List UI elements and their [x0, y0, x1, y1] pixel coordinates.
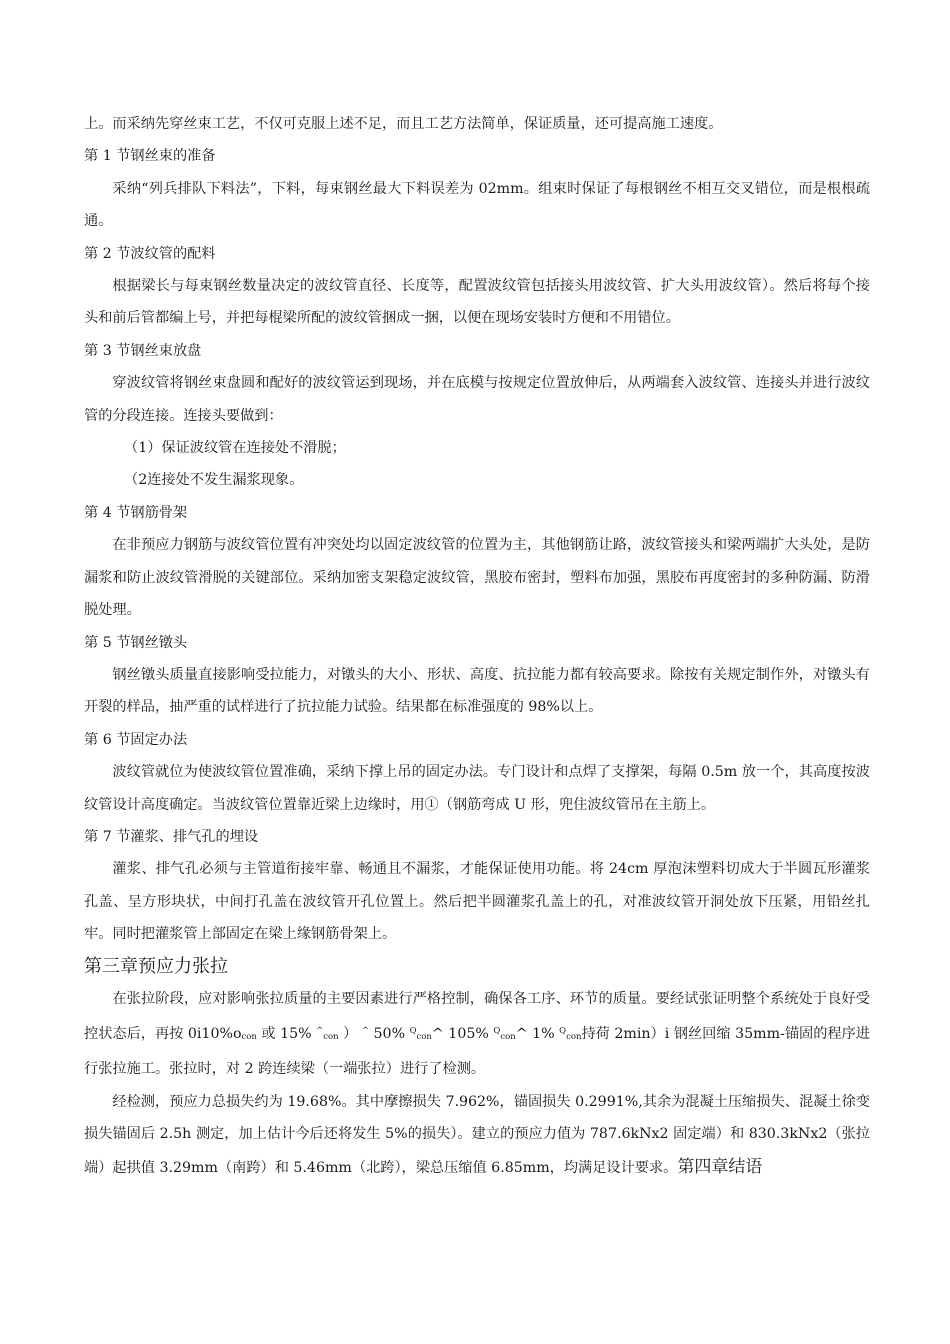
p1-sub-con-3: con	[416, 1031, 432, 1042]
p1-q-3: Q	[559, 1025, 567, 1036]
p1-text-c: ）	[338, 1025, 362, 1042]
section-7-heading: 第 7 节灌浆、排气孔的埋设	[84, 828, 259, 845]
p1-sub-con-4: con	[500, 1031, 516, 1042]
p1-text-d: 50%	[369, 1025, 410, 1042]
section-3-item-2: （2连接处不发生漏浆现象。	[124, 472, 304, 489]
p1-text-f: ^ 1%	[515, 1025, 560, 1042]
section-2-body: 根据梁长与每束钢丝数量决定的波纹管直径、长度等，配置波纹管包括接头用波纹管、扩大头用波纹管）。然后将每个接头和前后管都编上号，并把每棍梁所配的波纹管捆成一捆，以便在现场安装时方便和不用错位。	[84, 278, 870, 327]
section-4-body: 在非预应力钢筋与波纹管位置有冲突处均以固定波纹管的位置为主，其他钢筋让路，波纹管接头和梁两端扩大头处，是防漏浆和防止波纹管滑脱的关键部位。采纳加密支架稳定波纹管，黑胶布密封，塑料布加强，黑胶布再度密封的多种防漏、防滑脱处理。	[84, 537, 870, 619]
section-1-body: 采纳“列兵排队下料法”，下料，每束钢丝最大下料误差为 02mm。组束时保证了每根钢丝不相互交叉错位，而是根根疏通。	[84, 180, 870, 230]
section-7-body: 灌浆、排气孔必须与主管道衔接牢靠、畅通且不漏浆，才能保证使用功能。将 24cm 厚泡沫塑料切成大于半圆瓦形灌浆孔盖、呈方形块状，中间打孔盖在波纹管开孔位置上。然后把半圆灌浆孔盖上的孔，对准波纹管开洞处放下压紧，用铅丝扎牢。同时把灌浆管上部固定在梁上缘钢筋骨架上。	[84, 861, 870, 943]
chapter-3-title: 第三章预应力张拉	[84, 955, 228, 977]
p1-o: o	[232, 1025, 242, 1042]
p1-sub-con-1: con	[241, 1031, 257, 1042]
section-3-item-1: （1）保证波纹管在连接处不滑脱；	[124, 440, 346, 457]
chapter-3-paragraph-2	[84, 1086, 870, 1184]
section-3-body: 穿波纹管将钢丝束盘圆和配好的波纹管运到现场，并在底模与按规定位置放伸后，从两端套入波纹管、连接头并进行波纹管的分段连接。连接头要做到：	[84, 375, 870, 424]
section-1-heading: 第 1 节钢丝束的准备	[84, 148, 216, 165]
p1-sub-con-2: con	[323, 1031, 339, 1042]
section-6-body: 波纹管就位为使波纹管位置准确，采纳下撑上吊的固定办法。专门设计和点焊了支撑架，每隔 0.5m 放一个，其高度按波纹管设计高度确定。当波纹管位置靠近梁上边缘时，用①（钢筋弯成 U 形，兜住波纹管吊在主筋上。	[84, 764, 870, 813]
p1-text-b: 或 15%	[256, 1025, 317, 1042]
document-page	[84, 108, 870, 1184]
p2-text: 经检测，预应力总损失约为 19.68%。其中摩擦损失 7.962%，锚固损失 0.2991%,其余为混凝土压缩损失、混凝土徐变损失锚固后 2.5h 测定，加上估计今后还将发生 5%的损失）。建立的预应力值为 787.6kNx2 固定端）和 830.3kNx2（张拉端）起拱值 3.29mm（南跨）和 5.46mm（北跨），梁总压缩值 6.85mm，均满足设计要求。	[84, 1093, 870, 1176]
chapter-3-paragraph-1	[84, 983, 870, 1086]
p1-text-g: 持荷 2min）i 钢丝回缩 35mm-锚固的程序进行张拉施工。张拉时，对 2 跨连续梁（一端张拉）进行了检测。	[84, 1025, 870, 1078]
section-4-heading: 第 4 节钢筋骨架	[84, 504, 188, 521]
p1-caret-1: ^	[316, 1025, 324, 1036]
p1-q-2: Q	[493, 1025, 501, 1036]
section-5-body: 钢丝镦头质量直接影响受拉能力，对镦头的大小、形状、高度、抗拉能力都有较高要求。除按有关规定制作外，对镦头有开裂的样品，抽严重的试样进行了抗拉能力试验。结果都在标准强度的 98%以上。	[84, 666, 870, 716]
chapter-4-title: 第四章结语	[677, 1156, 763, 1177]
p1-text-a: 在张拉阶段，应对影响张拉质量的主要因素进行严格控制，确保各工序、环节的质量。要经试张证明整个系统处于良好受控状态后，再按 0i10%	[84, 990, 870, 1042]
p1-caret-2: ^	[361, 1025, 369, 1036]
section-5-heading: 第 5 节钢丝镦头	[84, 634, 188, 651]
intro-paragraph: 上。而采纳先穿丝束工艺，不仅可克服上述不足，而且工艺方法简单，保证质量，还可提高施工速度。	[84, 116, 723, 132]
section-6-heading: 第 6 节固定办法	[84, 731, 188, 748]
p1-q-1: Q	[409, 1025, 417, 1036]
p1-text-e: ^ 105%	[431, 1025, 494, 1042]
section-3-heading: 第 3 节钢丝束放盘	[84, 342, 202, 359]
p1-sub-con-5: con	[566, 1031, 582, 1042]
section-2-heading: 第 2 节波纹管的配料	[84, 245, 216, 262]
